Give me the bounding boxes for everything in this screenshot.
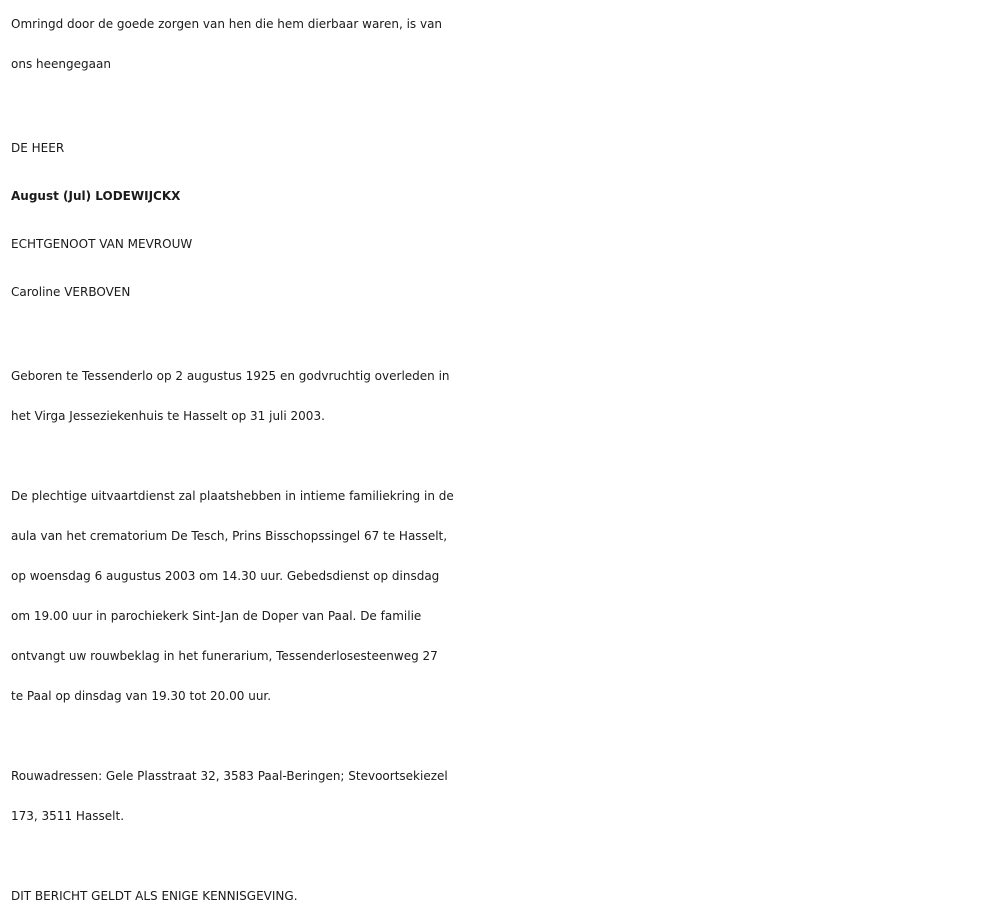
birth-death-line-1: Geboren te Tessenderlo op 2 augustus 1925 en godvruchtig overleden in bbox=[11, 369, 450, 383]
service-line-1: De plechtige uitvaartdienst zal plaatshebben in intieme familiekring in de bbox=[11, 489, 454, 503]
service-paragraph bbox=[11, 476, 1000, 716]
service-line-4: om 19.00 uur in parochiekerk Sint-Jan de Doper van Paal. De familie bbox=[11, 609, 422, 623]
spacer bbox=[11, 436, 1000, 476]
addresses-line-2: 173, 3511 Hasselt. bbox=[11, 809, 125, 823]
spacer bbox=[11, 84, 1000, 124]
relation-label: ECHTGENOOT VAN MEVROUW bbox=[11, 237, 193, 251]
addresses-paragraph bbox=[11, 756, 1000, 836]
service-line-5: ontvangt uw rouwbeklag in het funerarium, Tessenderlosesteenweg 27 bbox=[11, 649, 438, 663]
deceased-block bbox=[11, 124, 1000, 316]
service-line-2: aula van het crematorium De Tesch, Prins Bisschopssingel 67 te Hasselt, bbox=[11, 529, 448, 543]
closing-paragraph bbox=[11, 876, 1000, 916]
spacer bbox=[11, 836, 1000, 876]
spouse-name: Caroline VERBOVEN bbox=[11, 285, 131, 299]
service-line-3: op woensdag 6 augustus 2003 om 14.30 uur. Gebedsdienst op dinsdag bbox=[11, 569, 440, 583]
addresses-line-1: Rouwadressen: Gele Plasstraat 32, 3583 Paal-Beringen; Stevoortsekiezel bbox=[11, 769, 448, 783]
honorific: DE HEER bbox=[11, 141, 65, 155]
deceased-name: August (Jul) LODEWIJCKX bbox=[11, 189, 181, 203]
intro-line-1: Omringd door de goede zorgen van hen die hem dierbaar waren, is van bbox=[11, 17, 443, 31]
spacer bbox=[11, 716, 1000, 756]
spacer bbox=[11, 316, 1000, 356]
intro-line-2: ons heengegaan bbox=[11, 57, 111, 71]
service-line-6: te Paal op dinsdag van 19.30 tot 20.00 uur. bbox=[11, 689, 272, 703]
birth-death-line-2: het Virga Jesseziekenhuis te Hasselt op 31 juli 2003. bbox=[11, 409, 325, 423]
closing-notice: DIT BERICHT GELDT ALS ENIGE KENNISGEVING. bbox=[11, 889, 298, 903]
intro-paragraph bbox=[11, 4, 1000, 84]
birth-death-paragraph bbox=[11, 356, 1000, 436]
